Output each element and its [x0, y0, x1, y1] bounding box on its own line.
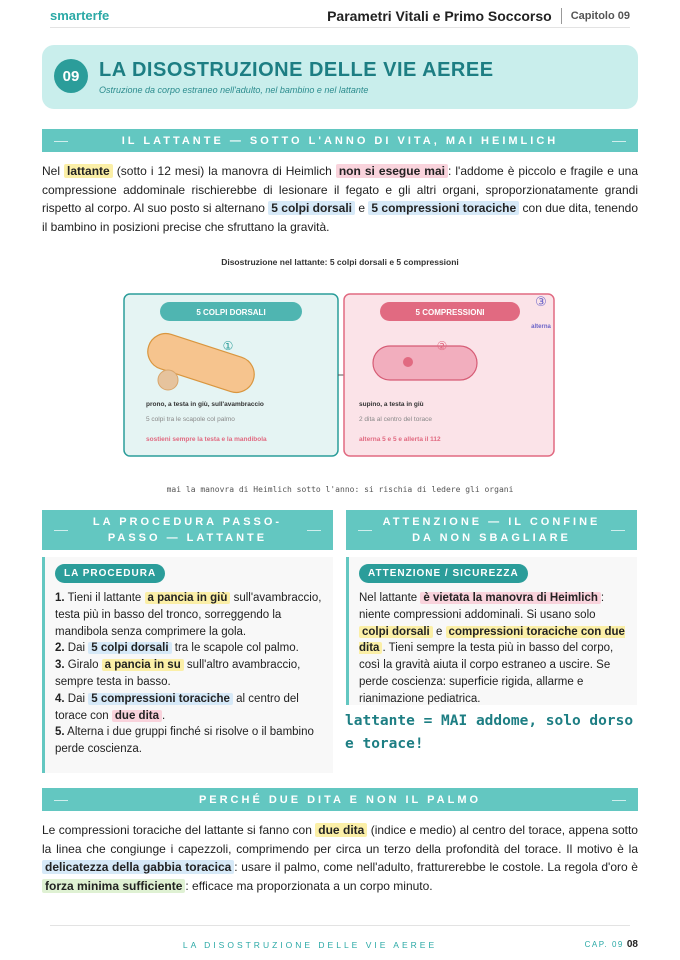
footer-divider	[50, 925, 630, 926]
highlight-vietata: è vietata la manovra di Heimlich	[420, 592, 601, 604]
back-blows-position: prono, a testa in giù, sull'avambraccio	[146, 401, 264, 408]
highlight-due-dita: due dita	[112, 710, 162, 722]
book-title: Parametri Vitali e Primo Soccorso	[327, 7, 552, 24]
procedure-step: 3. Giralo a pancia in su sull'altro avambraccio, sempre testa in basso.	[55, 659, 301, 688]
handwritten-note: lattante = MAI addome, solo dorso e torace!	[345, 713, 634, 752]
highlight-forza-minima: forza minima sufficiente	[42, 879, 185, 893]
section-heading-attenzione	[346, 510, 637, 550]
step-2-marker: ②	[436, 339, 448, 353]
chapter-number-badge: 09	[54, 59, 88, 93]
diagram-title: Disostruzione nel lattante: 5 colpi dorsali e 5 compressioni	[221, 257, 459, 267]
intro-paragraph: Nel lattante (sotto i 12 mesi) la manovra di Heimlich non si esegue mai : l'addome è piccolo e fragile e una compressione addominale rischierebbe di lesionare il fegato e gli altri organi, sproporzionatamente grandi rispetto al corpo. Al suo posto si alternano 5 colpi dorsali e 5 compressioni toraciche con due dita, tenendo il bambino in posizioni precise che sfruttano la gravità.	[42, 164, 639, 234]
highlight-compressioni: 5 compressioni toraciche	[88, 693, 233, 705]
procedure-steps	[55, 590, 323, 758]
section-heading-text: ATTENZIONE — IL CONFINE DA NON SBAGLIARE	[382, 516, 601, 544]
highlight-colpi-dorsali: colpi dorsali	[359, 626, 433, 638]
chapter-banner	[42, 45, 638, 109]
infant-head	[158, 370, 178, 390]
heading-dash	[612, 141, 626, 142]
compressions-position: supino, a testa in giù	[359, 401, 424, 408]
chapter-title: LA DISOSTRUZIONE DELLE VIE AEREE	[99, 59, 494, 81]
footer-page: CAP. 09 08	[584, 939, 638, 950]
highlight-lattante: lattante	[64, 164, 113, 178]
infant-body-supine	[373, 346, 477, 380]
highlight-colpi-dorsali: 5 colpi dorsali	[88, 642, 171, 654]
highlight-pancia-su: a pancia in su	[102, 659, 184, 671]
header-divider	[561, 8, 562, 24]
section-heading-due-dita	[42, 788, 638, 811]
heading-dash	[612, 800, 626, 801]
section-heading-lattante	[42, 129, 638, 152]
heading-dash	[307, 530, 321, 531]
procedure-box	[42, 557, 333, 773]
compressions-label: 5 COMPRESSIONI	[415, 308, 485, 317]
compressions-alert: alterna 5 e 5 e allerta il 112	[359, 436, 441, 443]
chapter-label: Capitolo 09	[570, 9, 630, 22]
procedure-step: 1. Tieni il lattante a pancia in giù sull'avambraccio, testa più in basso del tronco, sorreggendo la mandibola senza comprimere la gola.	[55, 592, 322, 638]
procedure-tag: LA PROCEDURA	[55, 564, 165, 583]
brand-logo: smarterfe	[50, 8, 110, 23]
highlight-due-dita: due dita	[315, 823, 367, 837]
highlight-colpi-dorsali: 5 colpi dorsali	[268, 201, 355, 215]
compression-point	[403, 357, 413, 367]
two-fingers-paragraph: Le compressioni toraciche del lattante si fanno con due dita (indice e medio) al centro del torace, appena sotto la linea che congiunge i capezzoli, comprimendo per circa un terzo della profondità del torace. Il motivo è la delicatezza della gabbia toracica : usare il palmo, come nell'adulto, fratturerebbe le costole. La regola d'oro è forza minima sufficiente : efficace ma proporzionata a un corpo minuto.	[42, 823, 638, 893]
step-1-marker: ①	[222, 339, 234, 353]
footer-chapter-title: LA DISOSTRUZIONE DELLE VIE AEREE	[182, 940, 438, 950]
section-heading-text: LA PROCEDURA PASSO-PASSO — LATTANTE	[92, 516, 283, 544]
attention-text: Nel lattante è vietata la manovra di Heimlich : niente compressioni addominali. Si usano solo colpi dorsali e compressioni toraciche con due dita . Tieni sempre la testa più in basso del corpo, così la gravità aiuta il corpo estraneo a uscire. Se perde coscienza: superficie rigida, allarme e rianimazione pediatrica.	[359, 592, 625, 705]
heading-dash	[611, 530, 625, 531]
heading-dash	[54, 530, 68, 531]
back-blows-technique: 5 colpi tra le scapole col palmo	[146, 416, 235, 423]
attention-tag: ATTENZIONE / SICUREZZA	[359, 564, 528, 583]
compressions-technique: 2 dita al centro del torace	[359, 416, 432, 423]
heading-dash	[54, 141, 68, 142]
running-header	[50, 4, 630, 28]
procedure-step: 5. Alterna i due gruppi finché si risolve o il bambino perde coscienza.	[55, 726, 314, 756]
diagram-caption: mai la manovra di Heimlich sotto l'anno: si rischia di ledere gli organi	[166, 485, 514, 494]
back-blows-warning: sostieni sempre la testa e la mandibola	[146, 436, 267, 443]
page-number: 08	[626, 939, 638, 950]
section-heading-text: PERCHÉ DUE DITA E NON IL PALMO	[198, 793, 482, 806]
highlight-pancia-giu: a pancia in giù	[145, 592, 231, 604]
section-heading-text: IL LATTANTE — SOTTO L'ANNO DI VITA, MAI HEIMLICH	[121, 134, 559, 147]
step-3-marker: ③	[535, 295, 547, 310]
highlight-compressioni-due-dita: compressioni toraciche con due dita	[359, 625, 625, 655]
heading-dash	[54, 800, 68, 801]
heading-dash	[358, 530, 372, 531]
highlight-gabbia-toracica: delicatezza della gabbia toracica	[42, 860, 234, 874]
attention-box	[346, 557, 637, 705]
procedure-step: 2. Dai 5 colpi dorsali tra le scapole col palmo.	[55, 642, 299, 655]
back-blows-label: 5 COLPI DORSALI	[196, 308, 266, 317]
procedure-step: 4. Dai 5 compressioni toraciche al centro del torace con due dita .	[55, 692, 299, 722]
section-heading-procedura	[42, 510, 333, 550]
highlight-compressioni: 5 compressioni toraciche	[368, 201, 519, 215]
highlight-non-si-esegue: non si esegue mai	[336, 164, 448, 178]
chapter-subtitle: Ostruzione da corpo estraneo nell'adulto, nel bambino e nel lattante	[99, 85, 369, 95]
alternate-label: alterna	[531, 324, 551, 330]
infant-choking-diagram	[120, 290, 560, 460]
